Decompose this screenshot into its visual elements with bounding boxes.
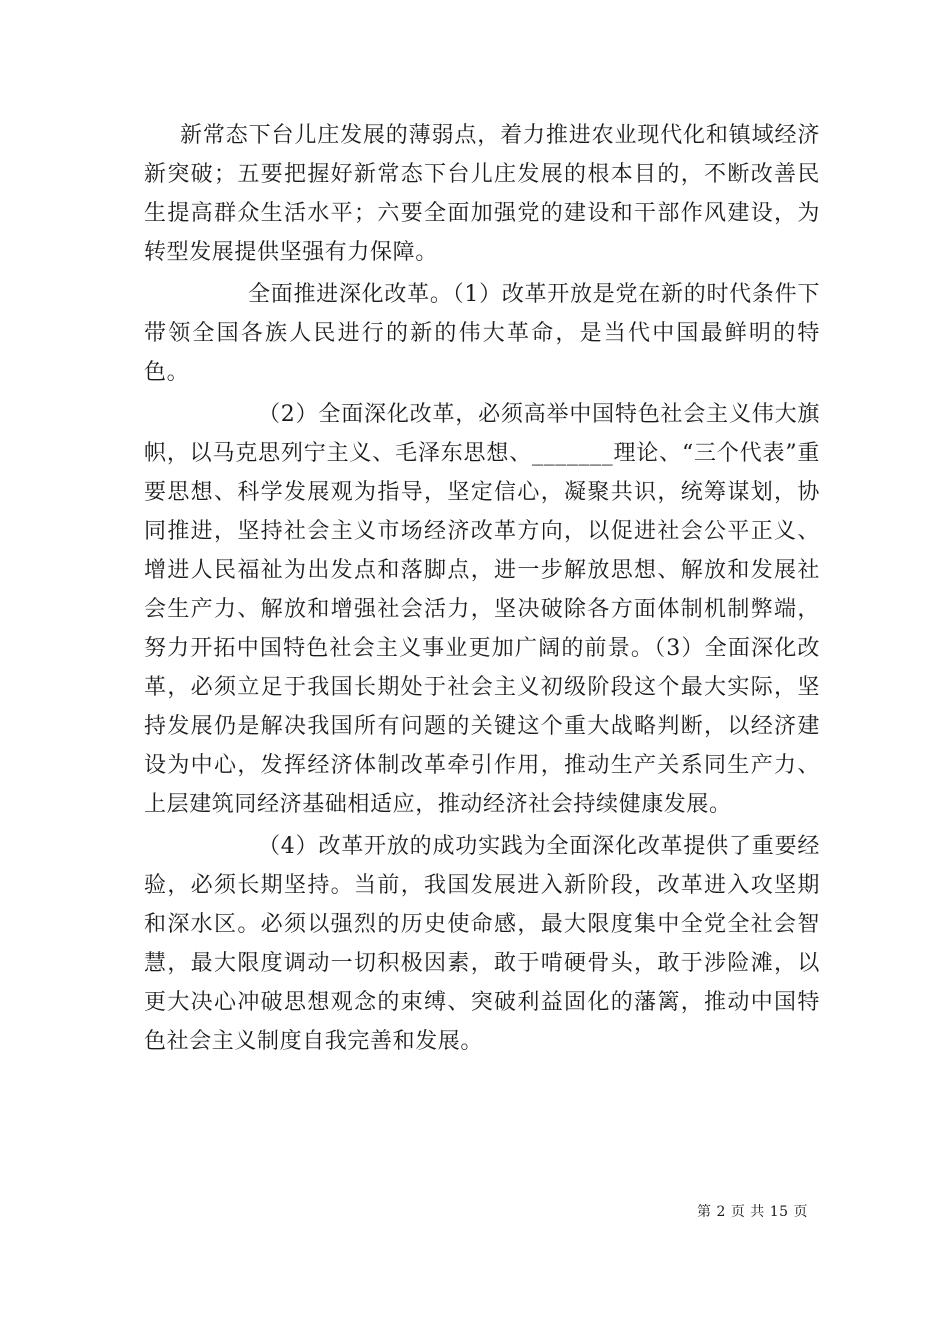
paragraph-2: 全面推进深化改革。（1）改革开放是党在新的时代条件下带领全国各族人民进行的新的伟大革命，是当代中国最鲜明的特色。 xyxy=(144,282,820,385)
page-number-footer: 第 2 页 共 15 页 xyxy=(697,1204,808,1220)
paragraph-1: 新常态下台儿庄发展的薄弱点，着力推进农业现代化和镇域经济新突破；五要把握好新常态下台儿庄发展的根本目的，不断改善民生提高群众生活水平；六要全面加强党的建设和干部作风建设，为转型发展提供坚强有力保障。 xyxy=(144,123,820,265)
document-body xyxy=(144,116,820,1061)
paragraph-3: （2）全面深化改革，必须高举中国特色社会主义伟大旗帜，以马克思列宁主义、毛泽东思想、_______理论、“三个代表”重要思想、科学发展观为指导，坚定信心，凝聚共识，统筹谋划，协同推进，坚持社会主义市场经济改革方向，以促进社会公平正义、增进人民福祉为出发点和落脚点，进一步解放思想、解放和发展社会生产力、解放和增强社会活力，坚决破除各方面体制机制弊端，努力开拓中国特色社会主义事业更加广阔的前景。（3）全面深化改革，必须立足于我国长期处于社会主义初级阶段这个最大实际，坚持发展仍是解决我国所有问题的关键这个重大战略判断，以经济建设为中心，发挥经济体制改革牵引作用，推动生产关系同生产力、上层建筑同经济基础相适应，推动经济社会持续健康发展。 xyxy=(144,402,820,817)
paragraph-4: （4）改革开放的成功实践为全面深化改革提供了重要经验，必须长期坚持。当前，我国发展进入新阶段，改革进入攻坚期和深水区。必须以强烈的历史使命感，最大限度集中全党全社会智慧，最大限度调动一切积极因素，敢于啃硬骨头，敢于涉险滩，以更大决心冲破思想观念的束缚、突破利益固化的藩篱，推动中国特色社会主义制度自我完善和发展。 xyxy=(144,834,820,1054)
